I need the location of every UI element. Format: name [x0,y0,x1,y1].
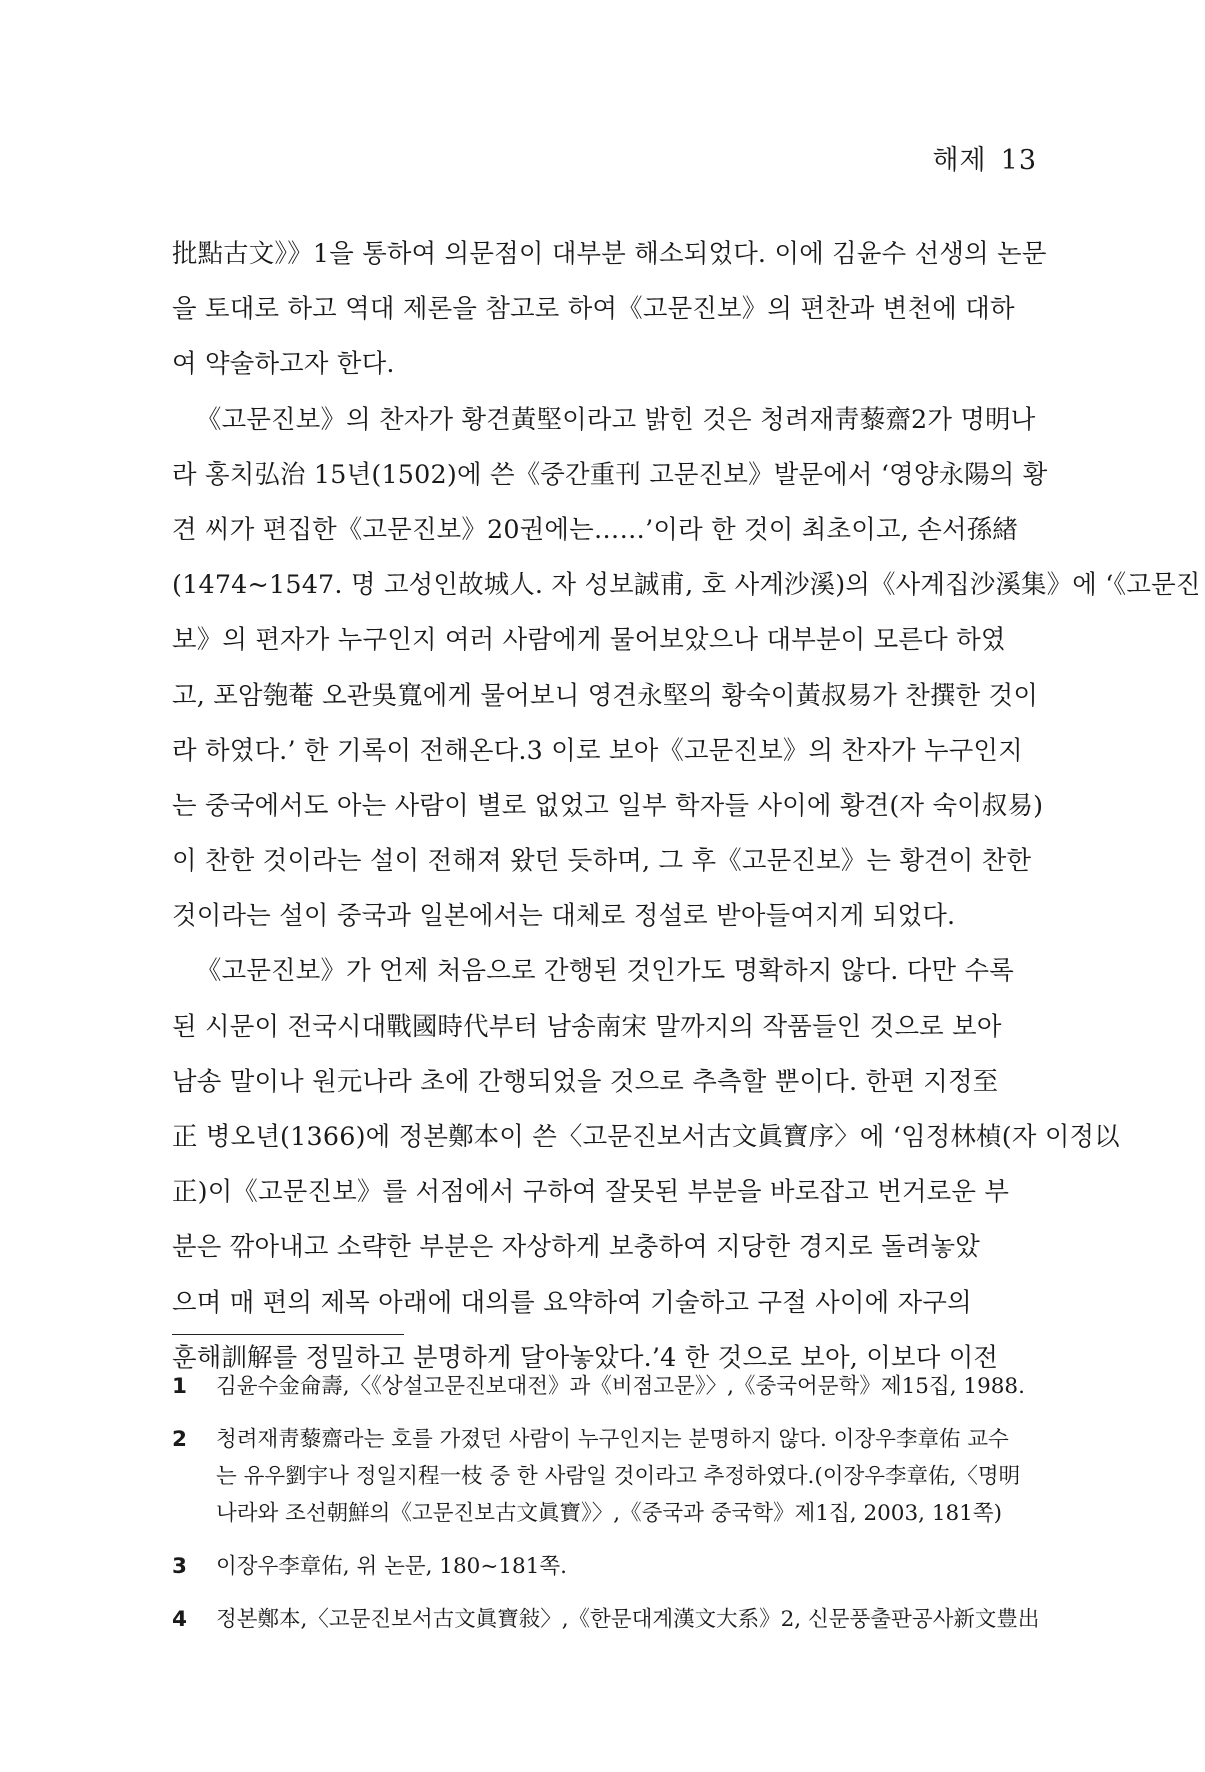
body-line: 는 중국에서도 아는 사람이 별로 없었고 일부 학자들 사이에 황견(자 숙이叔易) [172,789,1044,820]
footnote-number: 3 [172,1554,187,1579]
footnote-line: 김윤수金侖壽,〈《상설고문진보대전》과《비점고문》〉,《중국어문학》제15집, 1988. [216,1374,1025,1399]
body-line: 이 찬한 것이라는 설이 전해져 왔던 듯하며, 그 후《고문진보》는 황견이 찬한 [172,845,1032,876]
body-line: 《고문진보》가 언제 처음으로 간행된 것인가도 명확하지 않다. 다만 수록 [196,955,1014,986]
body-text [172,226,1201,1385]
footnote-divider [172,1334,404,1335]
body-line: 남송 말이나 원元나라 초에 간행되었을 것으로 추측할 뿐이다. 한편 지정至 [172,1065,999,1096]
body-line: 견 씨가 편집한《고문진보》20권에는……’이라 한 것이 최초이고, 손서孫緖 [172,513,1018,544]
body-line: 으며 매 편의 제목 아래에 대의를 요약하여 기술하고 구절 사이에 자구의 [172,1286,972,1317]
body-line: 고, 포암匏菴 오관吳寬에게 물어보니 영견永堅의 황숙이黃叔易가 찬撰한 것이 [172,679,1039,710]
footnote-line: 나라와 조선朝鮮의《고문진보古文眞寶》〉,《중국과 중국학》제1집, 2003, 181쪽) [216,1501,1003,1526]
footnote-number: 1 [172,1374,187,1399]
body-line: 라 홍치弘治 15년(1502)에 쓴《중간重刊 고문진보》발문에서 ‘영양永陽의 황 [172,458,1048,489]
body-line: 보》의 편자가 누구인지 여러 사람에게 물어보았으나 대부분이 모른다 하였 [172,624,1006,655]
footnote-line: 는 유우劉宇나 정일지程一枝 중 한 사람일 것이라고 추정하였다.(이장우李章佑,〈명明 [216,1464,1021,1489]
footnote-text [216,1421,1020,1532]
body-line: 批點古文》》1을 통하여 의문점이 대부분 해소되었다. 이에 김윤수 선생의 논문 [172,238,1047,268]
body-line: 라 하였다.’ 한 기록이 전해온다.3 이로 보아《고문진보》의 찬자가 누구인지 [172,734,1023,765]
footnote-line: 이장우李章佑, 위 논문, 180~181쪽. [216,1554,567,1579]
header-section-title: 해제 [932,145,987,176]
body-line: 正 병오년(1366)에 정본鄭本이 쓴〈고문진보서古文眞寶序〉에 ‘임정林楨(자 이정以 [172,1121,1120,1151]
body-line: 正)이《고문진보》를 서점에서 구하여 잘못된 부분을 바로잡고 번거로운 부 [172,1176,1010,1207]
footnote-item [172,1421,1052,1532]
footnote-item [172,1368,1052,1405]
footnote-text [216,1548,567,1585]
running-header [932,138,1037,177]
body-line: 여 약술하고자 한다. [172,348,395,379]
footnote-number: 4 [172,1607,187,1632]
footnotes [172,1368,1052,1654]
footnote-number: 2 [172,1427,187,1452]
body-line: 된 시문이 전국시대戰國時代부터 남송南宋 말까지의 작품들인 것으로 보아 [172,1010,1002,1041]
body-line: 것이라는 설이 중국과 일본에서는 대체로 정설로 받아들여지게 되었다. [172,900,956,931]
page-number: 13 [1000,145,1037,176]
footnote-item [172,1548,1052,1585]
footnote-text [216,1368,1025,1405]
footnote-item [172,1601,1052,1638]
body-line: 분은 깎아내고 소략한 부분은 자상하게 보충하여 지당한 경지로 돌려놓았 [172,1231,980,1262]
body-line: (1474~1547. 명 고성인故城人. 자 성보誠甫, 호 사계沙溪)의《사계집沙溪集》에 ‘《고문진 [172,569,1201,600]
footnote-line: 청려재靑藜齋라는 호를 가졌던 사람이 누구인지는 분명하지 않다. 이장우李章佑 교수 [216,1427,1009,1452]
footnote-text [216,1601,1039,1638]
body-line: 훈해訓解를 정밀하고 분명하게 달아놓았다.’4 한 것으로 보아, 이보다 이전 [172,1341,999,1372]
footnote-line: 정본鄭本,〈고문진보서古文眞寶敍〉,《한문대계漢文大系》2, 신문풍출판공사新文豊出 [216,1607,1040,1632]
body-line: 《고문진보》의 찬자가 황견黃堅이라고 밝힌 것은 청려재靑藜齋2가 명明나 [196,403,1036,434]
body-line: 을 토대로 하고 역대 제론을 참고로 하여《고문진보》의 편찬과 변천에 대하 [172,293,1015,324]
